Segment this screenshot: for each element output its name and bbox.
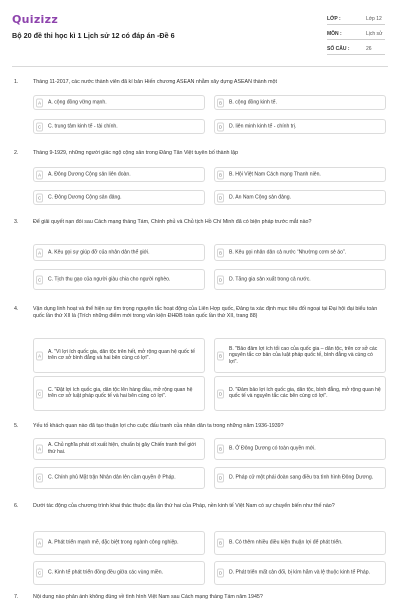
question-7-text: Nội dung nào phản ánh không đúng về tình hình Việt Nam sau Cách mạng tháng Tám năm 1945? (33, 594, 263, 600)
option-letter-badge: D (218, 124, 223, 129)
option-letter-badge: C (37, 195, 42, 200)
worksheet-header (0, 0, 400, 60)
question-count-line (327, 54, 385, 55)
option-letter-badge: B (217, 98, 224, 107)
header-divider (12, 66, 388, 67)
question-text: Yếu tố khách quan nào đã tạo thuận lợi cho cuộc đấu tranh của nhân dân ta trong những năm 1936-1939? (33, 423, 284, 429)
question-text: Tháng 9-1929, những người giác ngộ cộng sản trong Đảng Tân Việt tuyên bố thành lập (33, 150, 239, 156)
option-text: C. Tịch thu gạo của người giàu chia cho người nghèo. (48, 276, 171, 283)
question-number: 3. (14, 219, 19, 225)
option-text: C. trung tâm kinh tế - tài chính. (48, 123, 118, 130)
option-letter-badge: D (218, 475, 223, 481)
option-a[interactable] (33, 95, 205, 110)
option-text: A. Chủ nghĩa phát xít xuất hiện, chuẩn bị gây Chiến tranh thế giới thứ hai. (48, 442, 196, 455)
option-text: C. "Đặt lợi ích quốc gia, dân tộc lên hàng đầu, mở rộng quan hệ trên cơ sở luật pháp quốc tế và hai bên cùng có lợi". (48, 386, 193, 400)
option-text: C. Kinh tế phát triển đồng đều giữa các vùng miền. (48, 569, 163, 576)
option-letter-badge: A (36, 351, 43, 360)
question-text: Dưới tác động của chương trình khai thác thuộc địa lần thứ hai của Pháp, nền kinh tế Việt Nam có sự chuyển biến như thế nào? (33, 503, 335, 509)
option-text: D. "Đảm bảo lợi ích quốc gia, dân tộc, bình đẳng, mở rộng quan hệ quốc tế và nguyên tắc các bên cùng có lợi". (229, 386, 381, 400)
quizizz-logo: Quizizz (12, 13, 59, 26)
option-text: D. An Nam Cộng sản đảng. (229, 194, 292, 201)
option-text: D. Pháp cử một phái đoàn sang điều tra tình hình Đông Dương. (229, 474, 374, 481)
subject-line (327, 39, 385, 40)
option-text: D. liên minh kinh tế - chính trị. (229, 123, 297, 130)
option-c[interactable] (33, 467, 205, 489)
option-c[interactable] (33, 269, 205, 290)
option-c[interactable] (33, 119, 205, 134)
option-b[interactable] (214, 167, 386, 182)
option-text: C. Chính phủ Mặt trận Nhân dân lên cầm quyền ở Pháp. (48, 474, 176, 481)
option-text: D. Tăng gia sản xuất trong cả nước. (229, 276, 311, 283)
subject-label: MÔN : (327, 31, 342, 37)
grade-value: Lớp 12 (366, 16, 382, 22)
question-count-label: SỐ CÂU : (327, 46, 350, 52)
question-number: 2. (14, 150, 19, 156)
option-letter-badge: A (36, 539, 43, 548)
option-b[interactable] (214, 438, 386, 460)
question-7-number: 7. (14, 594, 19, 600)
grade-label: LỚP : (327, 16, 341, 22)
option-letter-badge: A (36, 98, 43, 107)
option-text: B. Ở Đông Dương có toàn quyền mới. (229, 445, 316, 452)
option-letter-badge: D (218, 277, 223, 282)
question-number: 4. (14, 306, 19, 312)
option-letter-badge: A (36, 445, 43, 454)
question-text: Để giải quyết nạn đói sau Cách mạng tháng Tám, Chính phủ và Chủ tịch Hồ Chí Minh đã có biện pháp trước mắt nào? (33, 219, 312, 225)
option-letter-badge: C (37, 391, 42, 396)
option-text: B. Kêu gọi nhân dân cả nước “Nhường cơm sẻ áo”. (229, 249, 347, 256)
grade-line (327, 24, 385, 25)
option-letter-badge: B (217, 351, 224, 360)
option-d[interactable] (214, 467, 386, 489)
option-letter-badge: A (36, 248, 43, 257)
option-c[interactable] (33, 376, 205, 411)
question-text: Tháng 11-2017, các nước thành viên đã kí bản Hiến chương ASEAN nhằm xây dựng ASEAN thành một (33, 79, 277, 85)
option-a[interactable] (33, 438, 205, 460)
option-text: A. Kêu gọi sự giúp đỡ của nhân dân thế giới. (48, 249, 150, 256)
option-letter-badge: C (37, 570, 42, 576)
option-letter-badge: B (217, 539, 224, 548)
option-letter-badge: C (37, 124, 42, 129)
option-b[interactable] (214, 338, 386, 373)
question-number: 5. (14, 423, 19, 429)
option-letter-badge: D (218, 570, 223, 576)
option-letter-badge: B (217, 248, 224, 257)
worksheet-title: Bộ 20 đề thi học kì 1 Lịch sử 12 có đáp án -Đề 6 (12, 31, 175, 40)
option-text: A. Phát triển mạnh mẽ, đặc biệt trong ngành công nghiệp. (48, 539, 179, 546)
option-b[interactable] (214, 531, 386, 555)
question-text: Vận dụng linh hoạt và thể hiện sự tìm trọng nguyên tắc hoạt động của Liên Hợp quốc, Đảng ta xác định mục tiêu đối ngoại tại Đại hội đại biểu toàn quốc lần thứ XII là (Trích những điểm mới trong văn kiện ĐHĐB toàn quốc lần thứ XII, trang 88) (33, 306, 378, 320)
option-c[interactable] (33, 561, 205, 585)
option-letter-badge: A (36, 170, 43, 179)
option-text: C. Đông Dương Cộng sản đảng. (48, 194, 122, 201)
option-d[interactable] (214, 376, 386, 411)
question-number: 6. (14, 503, 19, 509)
option-b[interactable] (214, 95, 386, 110)
subject-value: Lịch sử (366, 31, 383, 37)
option-letter-badge: C (37, 277, 42, 282)
option-a[interactable] (33, 338, 205, 373)
option-letter-badge: D (218, 195, 223, 200)
option-text: B. Có thêm nhiều điều kiện thuận lợi để phát triển. (229, 539, 343, 546)
option-d[interactable] (214, 269, 386, 290)
option-b[interactable] (214, 244, 386, 261)
option-text: B. "Bảo đảm lợi ích tối cao của quốc gia – dân tộc, trên cơ sở các nguyên tắc cơ bản của luật pháp quốc tế, bình đẳng và cùng có lợi". (229, 345, 378, 365)
question-number: 1. (14, 79, 19, 85)
question-count-value: 26 (366, 46, 372, 52)
option-text: B. cộng đồng kinh tế. (229, 99, 277, 106)
option-text: D. Phát triển mất cân đối, bị kìm hãm và lệ thuộc kinh tế Pháp. (229, 569, 370, 576)
option-text: A. Đông Dương Cộng sản liên đoàn. (48, 171, 131, 178)
option-letter-badge: C (37, 475, 42, 481)
option-a[interactable] (33, 244, 205, 261)
option-letter-badge: B (217, 170, 224, 179)
option-d[interactable] (214, 119, 386, 134)
option-text: B. Hội Việt Nam Cách mạng Thanh niên. (229, 171, 321, 178)
option-a[interactable] (33, 167, 205, 182)
option-c[interactable] (33, 190, 205, 205)
option-letter-badge: D (218, 391, 223, 396)
option-letter-badge: B (217, 445, 224, 454)
option-a[interactable] (33, 531, 205, 555)
option-text: A. "Vì lợi ích quốc gia, dân tộc trên hết, mở rộng quan hệ quốc tế trên cơ sở bình đẳng và hai bên cùng có lợi". (48, 348, 195, 362)
option-d[interactable] (214, 190, 386, 205)
option-d[interactable] (214, 561, 386, 585)
option-text: A. cộng đồng vững mạnh. (48, 99, 107, 106)
